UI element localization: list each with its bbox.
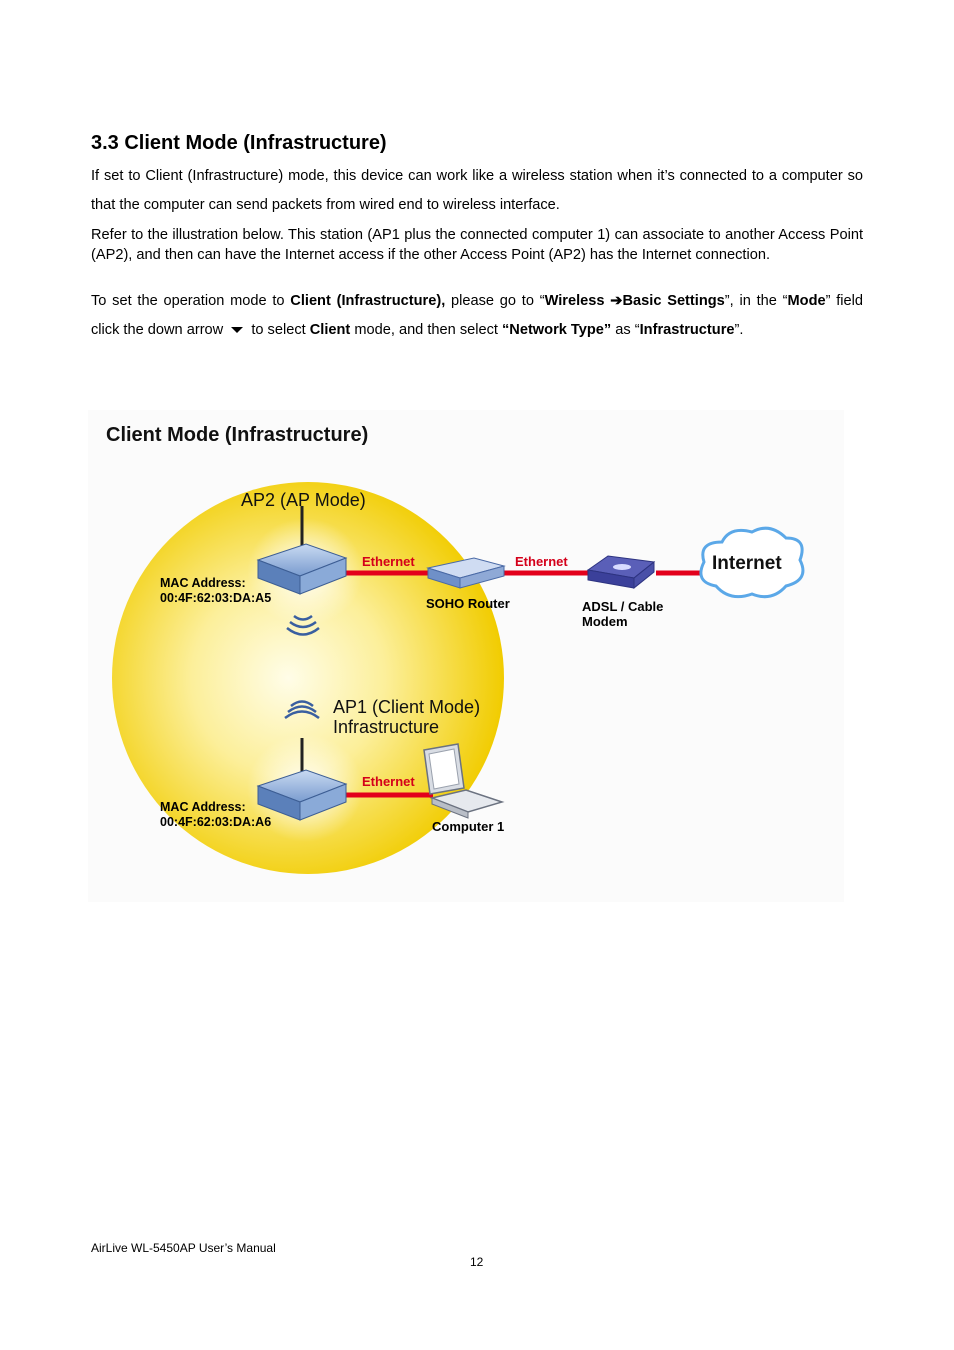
ap1-label bbox=[333, 697, 480, 737]
instr-mode: Mode bbox=[787, 293, 826, 309]
illustration-paragraph: Refer to the illustration below. This station (AP1 plus the connected computer 1) can associate to another Access Point (AP2), and then can have the Internet access if the other Access Point (AP2) has the Internet connection. bbox=[91, 227, 863, 263]
internet-label: Internet bbox=[712, 553, 782, 574]
instr-text-7: as “ bbox=[611, 322, 640, 338]
ap1-mac-address bbox=[160, 800, 271, 830]
ap2-mac-value: 00:4F:62:03:DA:A5 bbox=[160, 591, 272, 605]
section-heading: 3.3 Client Mode (Infrastructure) bbox=[91, 132, 387, 154]
instr-text-4: ” field click the down arrow bbox=[91, 293, 864, 338]
soho-router-label: SOHO Router bbox=[426, 596, 510, 611]
ap2-mac-address bbox=[160, 576, 271, 606]
ap1-label-line1: AP1 (Client Mode) bbox=[333, 697, 481, 717]
ap2-label: AP2 (AP Mode) bbox=[241, 490, 366, 510]
instr-text-2: please go to “ bbox=[445, 293, 545, 309]
instr-client: Client bbox=[309, 322, 351, 338]
instr-text-3: ”, in the “ bbox=[724, 293, 788, 309]
modem-label bbox=[582, 599, 663, 629]
computer-label: Computer 1 bbox=[432, 819, 505, 834]
ap1-label-line2: Infrastructure bbox=[333, 717, 440, 737]
instr-text-6: mode, and then select bbox=[350, 322, 502, 338]
ap1-mac-caption: MAC Address: bbox=[160, 800, 246, 814]
ethernet-label-router: Ethernet bbox=[515, 554, 568, 569]
intro-paragraph: If set to Client (Infrastructure) mode, this device can work like a wireless station when it’s connected to a computer so that the computer can send packets from wired end to wireless interface. bbox=[91, 168, 863, 213]
modem-label-line2: Modem bbox=[582, 614, 628, 629]
ap2-mac-caption: MAC Address: bbox=[160, 576, 246, 590]
figure-title: Client Mode (Infrastructure) bbox=[106, 424, 369, 446]
page-number: 12 bbox=[470, 1255, 484, 1269]
modem-label-line1: ADSL / Cable bbox=[582, 599, 664, 614]
instr-infrastructure: Infrastructure bbox=[639, 322, 735, 338]
instr-text-1: To set the operation mode to bbox=[91, 293, 291, 309]
down-arrow-icon bbox=[231, 327, 243, 333]
instr-text-5: to select bbox=[247, 322, 310, 338]
client-mode-figure bbox=[88, 410, 844, 902]
instr-network-type: “Network Type” bbox=[502, 322, 612, 338]
ethernet-label-ap2: Ethernet bbox=[362, 554, 415, 569]
footer-manual-title: AirLive WL-5450AP User’s Manual bbox=[91, 1241, 276, 1255]
ap1-mac-value: 00:4F:62:03:DA:A6 bbox=[160, 815, 272, 829]
instr-wireless-basic-settings: Wireless ➔Basic Settings bbox=[544, 293, 725, 309]
ethernet-label-ap1: Ethernet bbox=[362, 774, 415, 789]
instr-text-8: ”. bbox=[734, 322, 744, 338]
instructions-paragraph bbox=[91, 287, 863, 345]
instr-client-infrastructure: Client (Infrastructure), bbox=[290, 293, 446, 309]
